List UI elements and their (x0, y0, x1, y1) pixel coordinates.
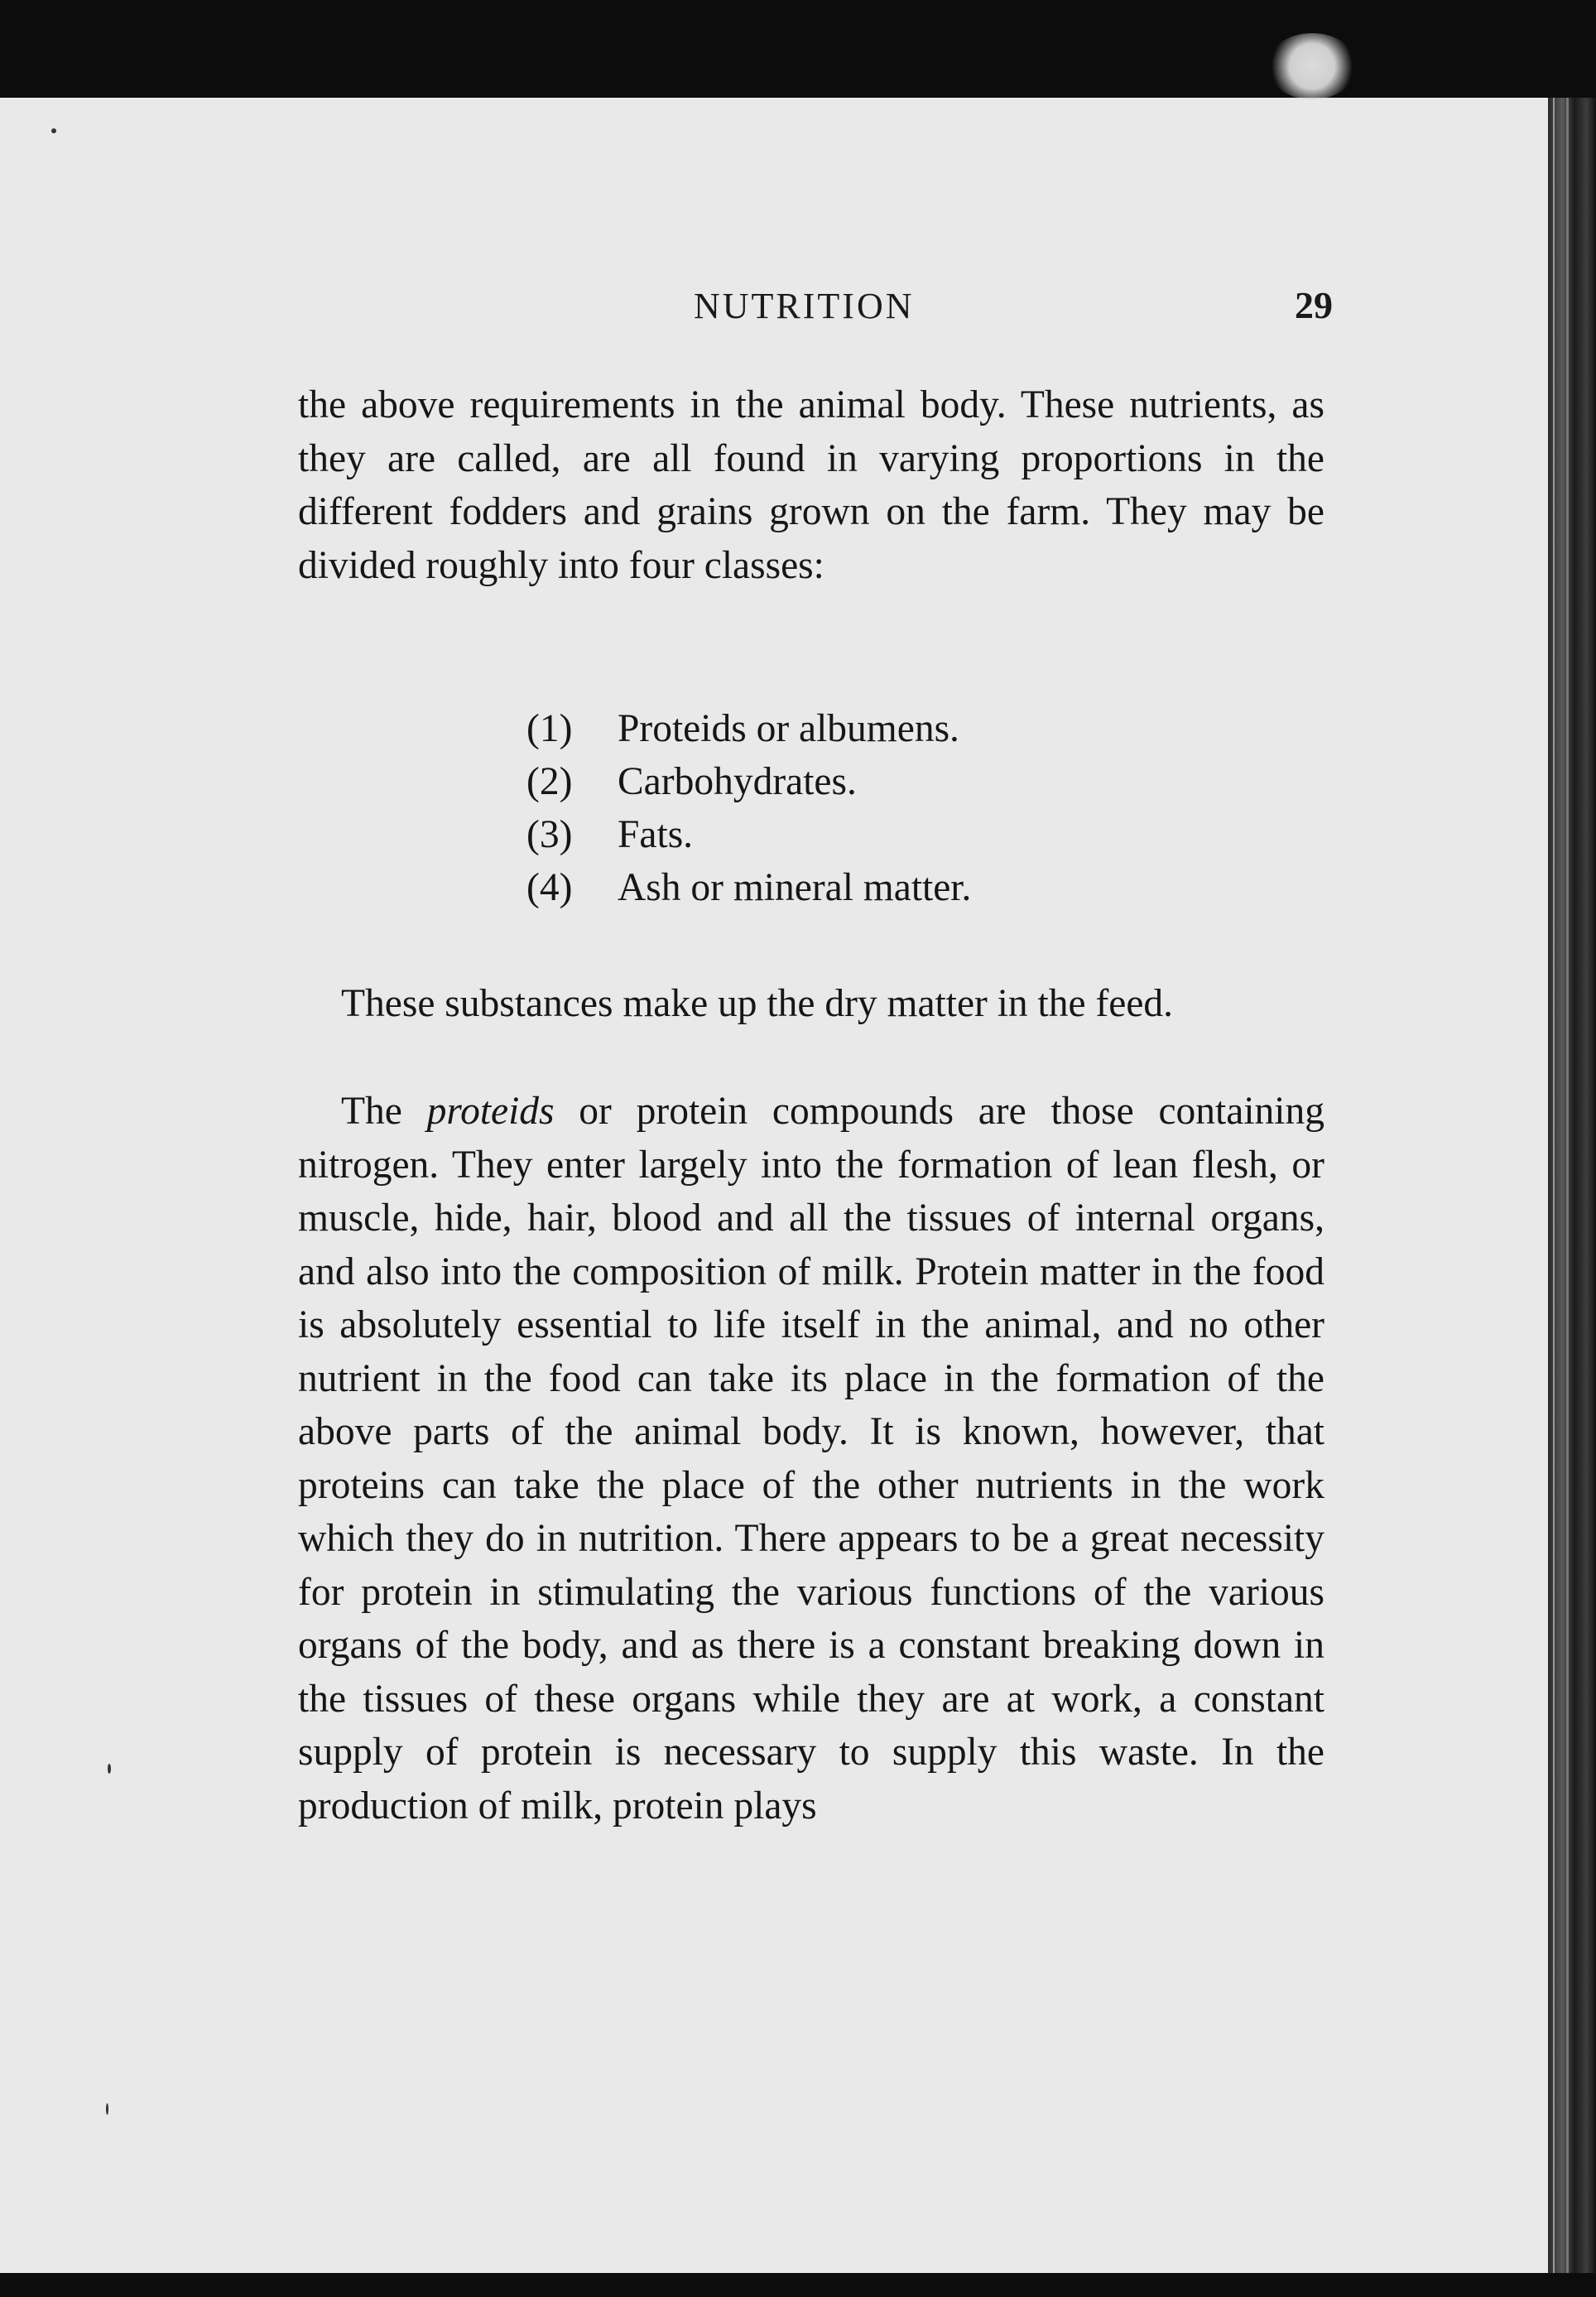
page-header (298, 285, 1333, 343)
scan-speck (51, 128, 56, 133)
list-item-number: (4) (526, 866, 573, 909)
list-item (526, 702, 971, 755)
list-item (526, 861, 971, 914)
italic-term: proteids (426, 1090, 555, 1133)
paragraph-rest: or protein compounds are those containing nitrogen. They enter largely into the formation of lean flesh, or muscle, hide, hair, blood and all the tissues of internal organs, and also into the composition of milk. Protein matter in the food is absolutely essential to life itself in the animal, and no other nutrient in the food can take its place in the formation of the above parts of the animal body. It is known, however, that proteins can take the place of the other nutrients in the work which they do in nutrition. There appears to be a great necessity for protein in stimulating the various functions of the various organs of the body, and as there is a constant breaking down in the tissues of these organs while they are at work, a constant supply of protein is necessary to supply this waste. In the production of milk, protein plays (298, 1090, 1324, 1827)
list-item-number: (2) (526, 760, 573, 803)
paragraph-lead: The (341, 1090, 427, 1133)
list-item-text: Proteids or albumens. (618, 707, 959, 750)
paragraph: These substances make up the dry matter in the feed. (341, 982, 1174, 1025)
scan-speck (108, 1764, 111, 1774)
list-item (526, 755, 971, 808)
list-item-number: (3) (526, 813, 573, 856)
page-number: 29 (1295, 284, 1333, 326)
list-item (526, 808, 971, 861)
scan-bottom-border (0, 2273, 1596, 2297)
scan-speck (106, 2103, 108, 2115)
running-head: NUTRITION (694, 286, 915, 326)
list-item-text: Ash or mineral matter. (618, 866, 972, 909)
list-item-text: Carbohydrates. (618, 760, 857, 803)
paragraph: the above requirements in the animal body. These nutrients, as they are called, are all found in varying proportions in the different fodders and grains grown on the farm. They may be divided roughly into four classes: (298, 383, 1324, 587)
list-item-text: Fats. (618, 813, 694, 856)
page-edge-shadow (1548, 98, 1596, 2273)
paragraph (298, 1085, 1324, 1832)
paper-stain (1267, 33, 1358, 99)
scan-top-border (0, 0, 1596, 98)
list-item-number: (1) (526, 707, 573, 750)
nutrient-class-list (526, 702, 971, 914)
